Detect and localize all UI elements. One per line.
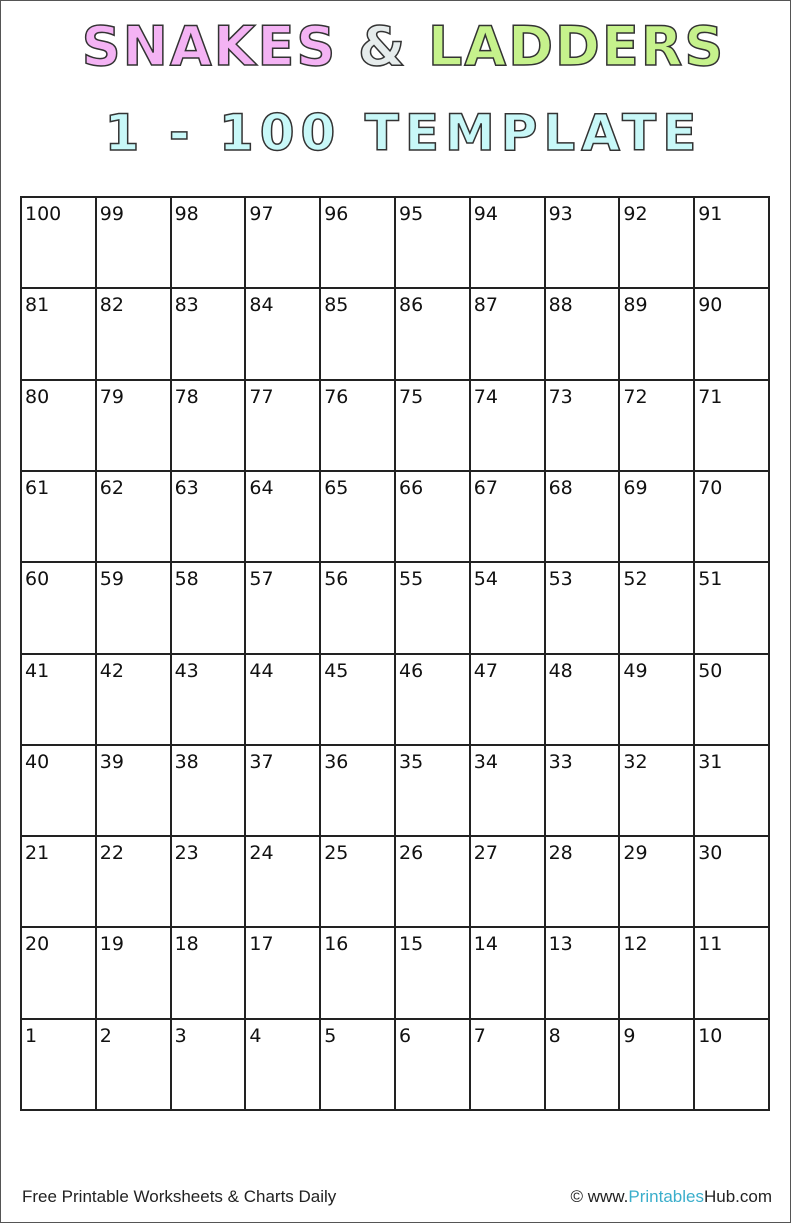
cell-number: 62 (99, 476, 124, 499)
board-cell (620, 746, 695, 837)
cell-number: 14 (473, 933, 498, 956)
cell-number: 32 (623, 750, 648, 773)
cell-number: 84 (249, 294, 274, 317)
footer-copyright: © www. (570, 1187, 629, 1206)
board-cell (396, 928, 471, 1019)
board-cell (471, 563, 546, 654)
board-cell (546, 563, 621, 654)
board-cell (97, 928, 172, 1019)
board-cell (471, 289, 546, 380)
board-cell (620, 381, 695, 472)
board-cell (22, 289, 97, 380)
cell-number: 68 (548, 476, 573, 499)
cell-number: 90 (698, 294, 723, 317)
cell-number: 46 (399, 659, 424, 682)
board-cell (620, 289, 695, 380)
board-cell (546, 472, 621, 563)
cell-number: 53 (548, 568, 573, 591)
cell-number: 16 (324, 933, 349, 956)
cell-number: 13 (548, 933, 573, 956)
cell-number: 9 (623, 1024, 636, 1047)
cell-number: 45 (324, 659, 349, 682)
cell-number: 3 (174, 1024, 187, 1047)
cell-number: 81 (25, 294, 50, 317)
board-cell (97, 289, 172, 380)
board-cell (546, 746, 621, 837)
cell-number: 35 (399, 750, 424, 773)
board-cell (246, 381, 321, 472)
board-cell (321, 472, 396, 563)
board-cell (695, 472, 770, 563)
cell-number: 38 (174, 750, 199, 773)
footer-credit[interactable] (570, 1187, 772, 1207)
cell-number: 20 (25, 933, 50, 956)
board-cell (246, 655, 321, 746)
cell-number: 55 (399, 568, 424, 591)
cell-number: 18 (174, 933, 199, 956)
board-cell (321, 381, 396, 472)
board-cell (471, 381, 546, 472)
board-cell (620, 837, 695, 928)
board-cell (97, 655, 172, 746)
board-cell (695, 198, 770, 289)
game-board (20, 196, 770, 1111)
board-cell (246, 837, 321, 928)
board-cell (396, 289, 471, 380)
cell-number: 37 (249, 750, 274, 773)
cell-number: 17 (249, 933, 274, 956)
cell-number: 71 (698, 385, 723, 408)
cell-number: 88 (548, 294, 573, 317)
cell-number: 64 (249, 476, 274, 499)
board-cell (172, 472, 247, 563)
board-cell (172, 746, 247, 837)
cell-number: 19 (99, 933, 124, 956)
board-cell (22, 472, 97, 563)
board-cell (22, 837, 97, 928)
board-cell (620, 472, 695, 563)
cell-number: 49 (623, 659, 648, 682)
board-cell (22, 563, 97, 654)
board-cell (695, 655, 770, 746)
cell-number: 42 (99, 659, 124, 682)
cell-number: 99 (99, 203, 124, 225)
board-cell (172, 289, 247, 380)
cell-number: 82 (99, 294, 124, 317)
title-heading (0, 14, 807, 80)
cell-number: 26 (399, 842, 424, 865)
cell-number: 47 (473, 659, 498, 682)
cell-number: 100 (25, 203, 62, 225)
cell-number: 1 (25, 1024, 38, 1047)
board-cell (172, 928, 247, 1019)
cell-number: 41 (25, 659, 50, 682)
board-cell (695, 381, 770, 472)
cell-number: 87 (473, 294, 498, 317)
cell-number: 66 (399, 476, 424, 499)
cell-number: 57 (249, 568, 274, 591)
board-cell (620, 563, 695, 654)
board-cell (321, 198, 396, 289)
cell-number: 69 (623, 476, 648, 499)
cell-number: 33 (548, 750, 573, 773)
cell-number: 23 (174, 842, 199, 865)
cell-number: 96 (324, 203, 349, 225)
board-cell (172, 381, 247, 472)
board-cell (172, 198, 247, 289)
cell-number: 76 (324, 385, 349, 408)
cell-number: 85 (324, 294, 349, 317)
board-cell (396, 1020, 471, 1111)
board-cell (471, 1020, 546, 1111)
board-cell (396, 472, 471, 563)
cell-number: 44 (249, 659, 274, 682)
cell-number: 61 (25, 476, 50, 499)
cell-number: 79 (99, 385, 124, 408)
cell-number: 93 (548, 203, 573, 225)
cell-number: 65 (324, 476, 349, 499)
board-cell (321, 289, 396, 380)
board-cell (396, 655, 471, 746)
board-cell (695, 289, 770, 380)
cell-number: 24 (249, 842, 274, 865)
cell-number: 22 (99, 842, 124, 865)
board-cell (546, 381, 621, 472)
board-cell (396, 381, 471, 472)
cell-number: 48 (548, 659, 573, 682)
cell-number: 98 (174, 203, 199, 225)
board-cell (22, 655, 97, 746)
cell-number: 6 (399, 1024, 412, 1047)
cell-number: 74 (473, 385, 498, 408)
cell-number: 78 (174, 385, 199, 408)
board-cell (546, 928, 621, 1019)
board-cell (97, 381, 172, 472)
cell-number: 63 (174, 476, 199, 499)
cell-number: 94 (473, 203, 498, 225)
cell-number: 72 (623, 385, 648, 408)
board-cell (321, 563, 396, 654)
board-cell (172, 837, 247, 928)
cell-number: 30 (698, 842, 723, 865)
board-cell (396, 198, 471, 289)
cell-number: 8 (548, 1024, 561, 1047)
board-cell (471, 928, 546, 1019)
board-cell (695, 837, 770, 928)
cell-number: 12 (623, 933, 648, 956)
cell-number: 11 (698, 933, 723, 956)
board-cell (246, 198, 321, 289)
board-cell (172, 563, 247, 654)
footer-brand-a: Printables (628, 1187, 704, 1206)
board-cell (620, 928, 695, 1019)
cell-number: 29 (623, 842, 648, 865)
board-cell (22, 381, 97, 472)
cell-number: 15 (399, 933, 424, 956)
cell-number: 80 (25, 385, 50, 408)
cell-number: 89 (623, 294, 648, 317)
cell-number: 83 (174, 294, 199, 317)
board-cell (22, 1020, 97, 1111)
board-cell (620, 1020, 695, 1111)
board-cell (321, 837, 396, 928)
cell-number: 31 (698, 750, 723, 773)
cell-number: 2 (99, 1024, 112, 1047)
board-cell (546, 289, 621, 380)
cell-number: 95 (399, 203, 424, 225)
board-cell (471, 198, 546, 289)
cell-number: 86 (399, 294, 424, 317)
board-cell (546, 837, 621, 928)
board-cell (97, 837, 172, 928)
cell-number: 43 (174, 659, 199, 682)
cell-number: 97 (249, 203, 274, 225)
board-cell (396, 563, 471, 654)
cell-number: 58 (174, 568, 199, 591)
cell-number: 60 (25, 568, 50, 591)
board-cell (471, 472, 546, 563)
cell-number: 67 (473, 476, 498, 499)
board-cell (97, 563, 172, 654)
board-cell (321, 655, 396, 746)
cell-number: 75 (399, 385, 424, 408)
board-cell (471, 655, 546, 746)
cell-number: 28 (548, 842, 573, 865)
board-cell (97, 198, 172, 289)
board-cell (22, 198, 97, 289)
board-cell (396, 837, 471, 928)
board-cell (97, 472, 172, 563)
cell-number: 34 (473, 750, 498, 773)
cell-number: 5 (324, 1024, 337, 1047)
board-cell (695, 928, 770, 1019)
cell-number: 39 (99, 750, 124, 773)
board-cell (246, 289, 321, 380)
board-cell (471, 746, 546, 837)
board-cell (97, 746, 172, 837)
footer-tagline: Free Printable Worksheets & Charts Daily (22, 1187, 337, 1206)
cell-number: 54 (473, 568, 498, 591)
title-ampersand: & (358, 15, 408, 78)
board-cell (97, 1020, 172, 1111)
board-cell (172, 1020, 247, 1111)
cell-number: 21 (25, 842, 50, 865)
cell-number: 56 (324, 568, 349, 591)
cell-number: 92 (623, 203, 648, 225)
board-cell (396, 746, 471, 837)
cell-number: 73 (548, 385, 573, 408)
cell-number: 77 (249, 385, 274, 408)
cell-number: 51 (698, 568, 723, 591)
board-cell (321, 928, 396, 1019)
board-cell (246, 1020, 321, 1111)
board-cell (22, 928, 97, 1019)
subtitle: 1 - 100 TEMPLATE (104, 104, 703, 162)
cell-number: 7 (473, 1024, 486, 1047)
cell-number: 70 (698, 476, 723, 499)
board-cell (172, 655, 247, 746)
board-cell (246, 746, 321, 837)
board-cell (321, 1020, 396, 1111)
board-cell (695, 1020, 770, 1111)
footer-brand-b: Hub (703, 1187, 736, 1206)
board-cell (321, 746, 396, 837)
board-cell (246, 472, 321, 563)
board-cell (695, 563, 770, 654)
cell-number: 36 (324, 750, 349, 773)
board-cell (546, 655, 621, 746)
cell-number: 10 (698, 1024, 723, 1047)
board-cell (246, 928, 321, 1019)
cell-number: 27 (473, 842, 498, 865)
board-cell (546, 1020, 621, 1111)
board-cell (620, 198, 695, 289)
board-cell (695, 746, 770, 837)
board-cell (471, 837, 546, 928)
footer-domain: .com (735, 1187, 772, 1206)
cell-number: 91 (698, 203, 723, 225)
cell-number: 52 (623, 568, 648, 591)
board-cell (246, 563, 321, 654)
title-snakes: SNAKES (81, 15, 338, 78)
cell-number: 40 (25, 750, 50, 773)
board-cell (620, 655, 695, 746)
cell-number: 25 (324, 842, 349, 865)
cell-number: 59 (99, 568, 124, 591)
board-cell (546, 198, 621, 289)
title-ladders: LADDERS (428, 15, 726, 78)
board-cell (22, 746, 97, 837)
cell-number: 50 (698, 659, 723, 682)
cell-number: 4 (249, 1024, 262, 1047)
